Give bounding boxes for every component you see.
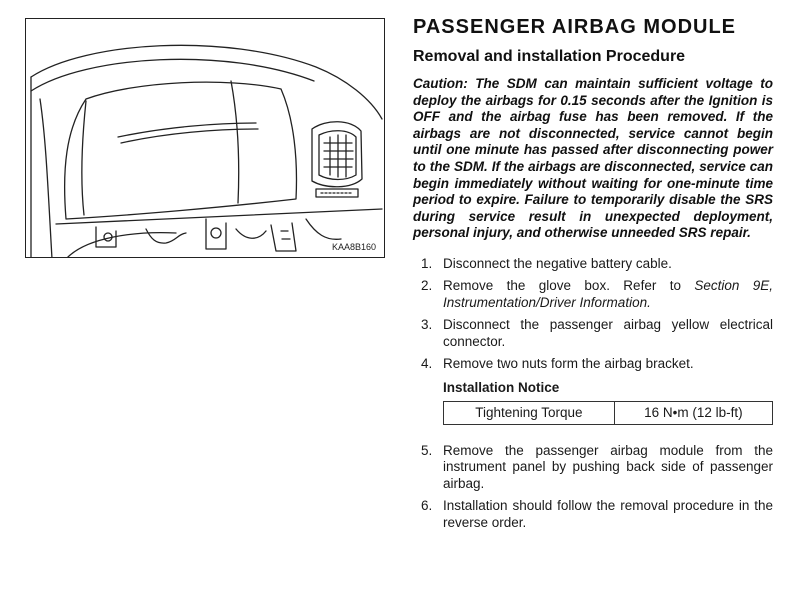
steps-list (413, 256, 773, 373)
table-row (444, 401, 773, 424)
airbag-figure (25, 18, 385, 258)
steps-list-2 (413, 443, 773, 532)
step-number: 3. (421, 317, 433, 333)
dashboard-line-drawing-icon (26, 19, 385, 258)
figure-code: KAA8B160 (331, 242, 376, 252)
list-item (413, 317, 773, 350)
list-item (413, 498, 773, 531)
list-item (413, 256, 773, 273)
torque-value: 16 N•m (12 lb-ft) (614, 401, 772, 424)
torque-label: Tightening Torque (444, 401, 615, 424)
step-number: 6. (421, 498, 433, 514)
step-text: Disconnect the negative battery cable. (443, 255, 672, 271)
step-text: Disconnect the passenger airbag yellow electrical connector. (443, 317, 773, 349)
step-text: Remove two nuts form the airbag bracket. (443, 356, 694, 372)
list-item (413, 356, 773, 373)
section-reference: Section 9E, Instrumentation/Driver Information. (443, 278, 773, 310)
page-title: PASSENGER AIRBAG MODULE (413, 16, 737, 38)
step-text: Installation should follow the removal procedure in the reverse order. (443, 498, 773, 530)
step-number: 4. (421, 356, 433, 372)
list-item (413, 278, 773, 311)
step-number: 5. (421, 442, 433, 458)
list-item (413, 443, 773, 493)
caution-paragraph: Caution: The SDM can maintain sufficient voltage to deploy the airbags for 0.15 seconds after the Ignition is OFF and the airbag fuse has been removed. If the airbags are not disconnected, service cannot begin until one minute has passed after disconnecting power to the SDM. If the airbags are disconnected, service can begin immediately without waiting for one-minute time period to expire. Failure to temporarily disable the SRS during service result in unexpected deployment, personal injury, and otherwise unneeded SRS repair. (413, 76, 773, 241)
step-text: Remove the passenger airbag module from the instrument panel by pushing back side of passenger airbag. (443, 442, 773, 491)
section-subtitle: Removal and installation Procedure (413, 48, 686, 65)
step-number: 2. (421, 278, 433, 294)
step-text: Remove the glove box. Refer to (443, 278, 695, 294)
torque-table (443, 401, 773, 425)
procedure-text (413, 14, 773, 537)
installation-notice-title: Installation Notice (443, 379, 560, 395)
step-number: 1. (421, 255, 433, 271)
